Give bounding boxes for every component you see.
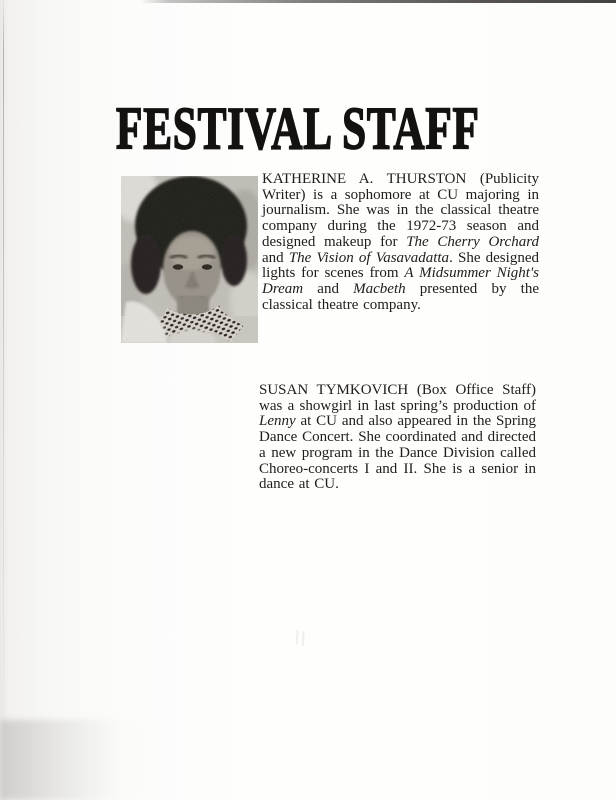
bio-text-run: presented by the classical theatre company. (262, 280, 539, 313)
bio-italic-title: Lenny (259, 413, 296, 430)
scan-corner-shadow (0, 720, 160, 800)
scan-top-edge-artifact (140, 0, 616, 3)
bio-katherine-thurston (262, 172, 539, 313)
page-title: FESTIVAL STAFF (116, 94, 480, 162)
bio-text-run: and (303, 280, 354, 297)
bio-text-run: . She designed lights for scenes from (262, 249, 539, 282)
bio-text-run: and (262, 249, 289, 266)
portrait-photo-illustration (121, 176, 258, 343)
bio-italic-title: Macbeth (353, 280, 406, 297)
portrait-photo (121, 176, 258, 343)
smudge-mark (296, 630, 299, 645)
bio-text-run: at CU and also appeared in the Spring Dance Concert. She coordinated and directed a new program in the Dance Division called Choreo-concerts I and II. She is a senior in dance at CU. (259, 413, 536, 493)
bio-italic-title: A Midsummer Night's Dream (262, 265, 539, 297)
bio-italic-title: The Cherry Orchard (406, 233, 539, 250)
faint-print-smudge (287, 626, 315, 654)
smudge-mark (302, 631, 305, 646)
scan-left-edge-artifact (3, 0, 4, 800)
bio-text-run: KATHERINE A. THURSTON (Publicity Writer) is a sophomore at CU majoring in journalism. She was in the classical theatre company during the 1972-73 season and designed makeup for (262, 171, 539, 250)
bio-susan-tymkovich (259, 383, 536, 493)
bio-italic-title: The Vision of Vasavadatta (288, 249, 450, 266)
bio-text-run: SUSAN TYMKOVICH (Box Office Staff) was a showgirl in last spring’s production of (259, 382, 536, 414)
